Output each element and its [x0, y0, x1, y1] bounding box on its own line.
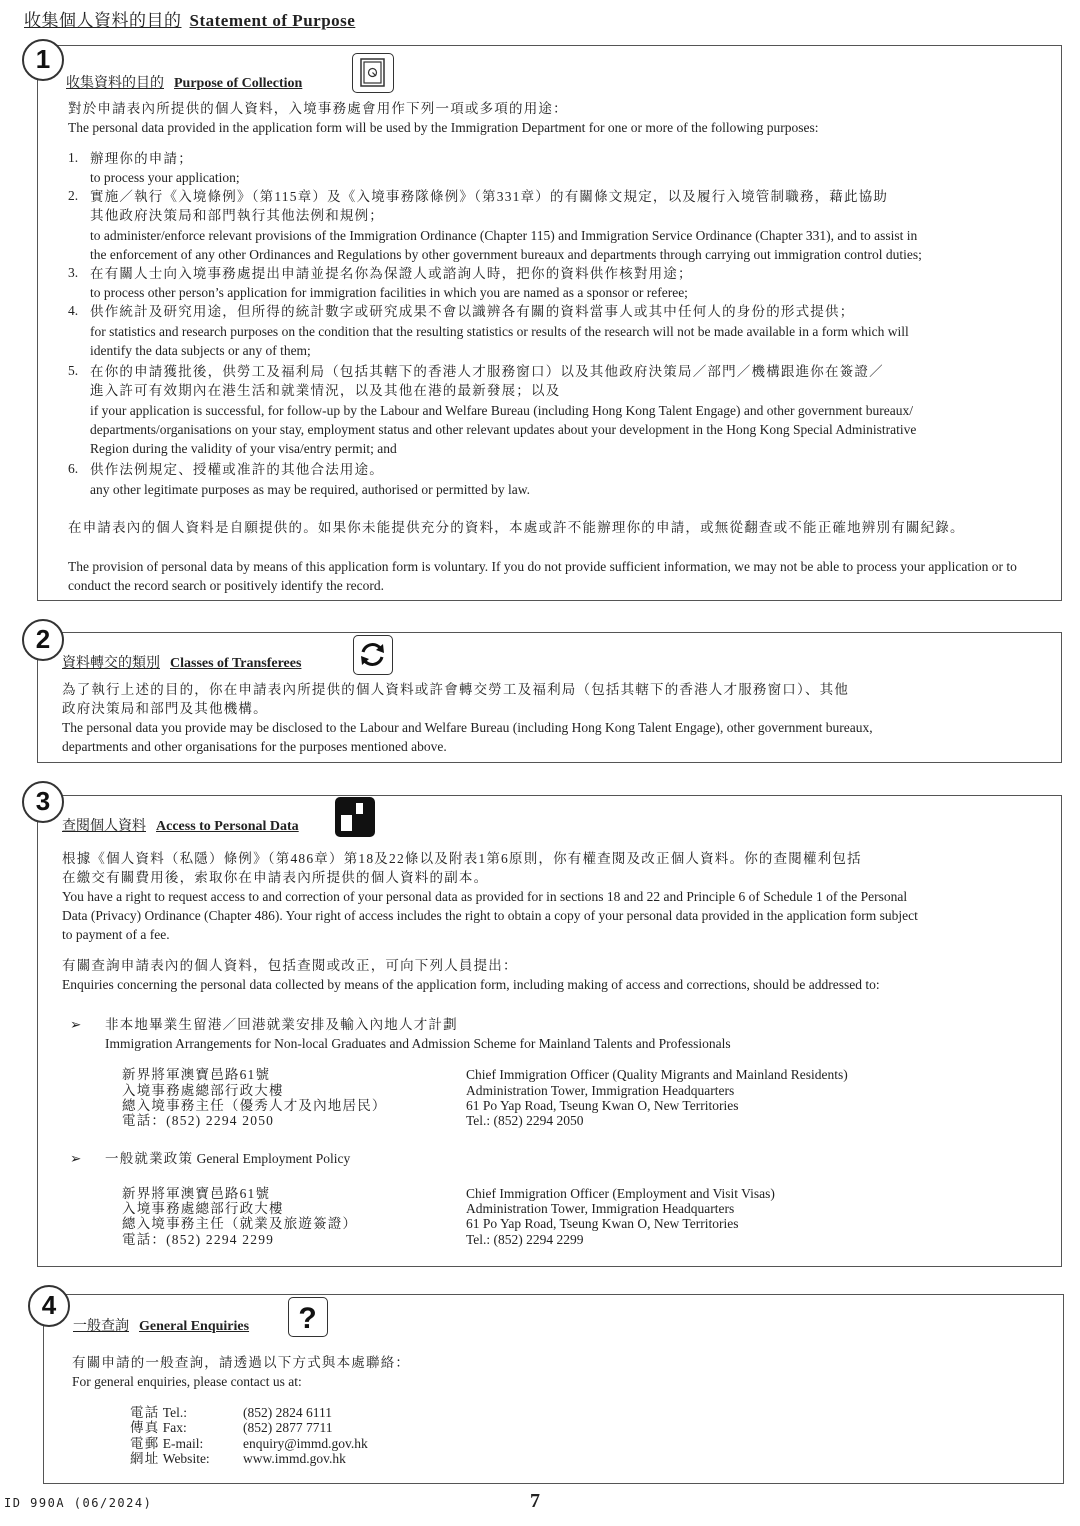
- contact-fax-zh: 傳真: [130, 1420, 160, 1435]
- page-number: 7: [530, 1490, 540, 1512]
- scheme-1-en: Immigration Arrangements for Non-local Graduates and Admission Scheme for Mainland Talents and Professionals: [105, 1036, 731, 1051]
- form-id: ID 990A (06/2024): [4, 1496, 153, 1510]
- purpose-item-1-en: to process your application;: [90, 170, 240, 185]
- page-title-zh: 收集個人資料的目的: [24, 11, 182, 30]
- contact-tel-zh: 電話: [130, 1405, 160, 1420]
- transferees-zh-line1: 為了執行上述的目的，你在申請表內所提供的個人資料或許會轉交勞工及福利局（包括其轄下的香港人才服務窗口）、其他: [62, 682, 850, 697]
- scheme-2-en: General Employment Policy: [196, 1151, 351, 1166]
- bullet-arrow-icon: ➢: [70, 1017, 82, 1032]
- transferees-zh-line2: 政府決策局和部門及其他機構。: [62, 701, 268, 716]
- section-3-number: 3: [22, 781, 64, 823]
- scheme-2-title: [105, 1150, 350, 1169]
- section-2-heading: [62, 652, 301, 672]
- access-p2-en: Enquiries concerning the personal data collected by means of the application form, including making of access and corrections, should be addressed to:: [62, 977, 880, 992]
- access-p2-zh: 有關查詢申請表內的個人資料，包括查閱或改正，可向下列人員提出：: [62, 958, 518, 973]
- scheme-1-addr-en-4: Tel.: (852) 2294 2050: [466, 1113, 584, 1128]
- purpose-item-5-en-line1: if your application is successful, for follow-up by the Labour and Welfare Bureau (including Hong Kong Talent Engage) and other government bureaux/: [90, 403, 913, 418]
- purpose-item-4-en-line1: for statistics and research purposes on the condition that the resulting statistics or results of the research will not be made available in a form which will: [90, 324, 909, 339]
- contact-email-label: [130, 1436, 203, 1452]
- svg-text:?: ?: [298, 1302, 317, 1335]
- contact-email-value[interactable]: enquiry@immd.gov.hk: [243, 1436, 368, 1451]
- section-4-heading-zh: 一般查詢: [73, 1319, 129, 1334]
- purpose-item-2-en-line2: the enforcement of any other Ordinances and Regulations by other government bureaux and departments through carrying out immigration control duties;: [90, 247, 922, 262]
- purpose-item-2-en-line1: to administer/enforce relevant provisions of the Immigration Ordinance (Chapter 115) and Immigration Service Ordinance (Chapter 331), and to assist in: [90, 228, 918, 243]
- purpose-item-1-zh: 辦理你的申請；: [90, 151, 193, 166]
- section-1-heading-zh: 收集資料的目的: [66, 76, 164, 91]
- contact-website-value[interactable]: www.immd.gov.hk: [243, 1451, 346, 1466]
- access-p1-zh-line1: 根據《個人資料（私隱）條例》（第486章）第18及22條以及附表1第6原則，你有權查閱及改正個人資料。你的查閱權利包括: [62, 851, 862, 866]
- section-4-heading: [73, 1315, 249, 1335]
- contact-tel-value: (852) 2824 6111: [243, 1405, 332, 1420]
- purpose-item-2-zh-line2: 其他政府決策局和部門執行其他法例和規例；: [90, 208, 384, 223]
- scheme-1-addr-zh-2: 入境事務處總部行政大樓: [122, 1083, 284, 1098]
- enquiries-intro-en: For general enquiries, please contact us at:: [72, 1374, 302, 1389]
- question-mark-icon: [288, 1297, 328, 1337]
- access-p1-zh-line2: 在繳交有關費用後，索取你在申請表內所提供的個人資料的副本。: [62, 870, 489, 885]
- purpose-item-5-zh-line2: 進入許可有效期內在港生活和就業情況，以及其他在港的最新發展；以及: [90, 383, 561, 398]
- scheme-1-addr-zh-3: 總入境事務主任（優秀人才及內地居民）: [122, 1098, 387, 1113]
- section-4-heading-en: General Enquiries: [139, 1319, 250, 1334]
- transferees-en-line1: The personal data you provide may be disclosed to the Labour and Welfare Bureau (including Hong Kong Talent Engage), other government bureaux,: [62, 720, 873, 735]
- page-title: [24, 6, 355, 31]
- purpose-item-3-en: to process other person’s application for immigration facilities in which you are named as a sponsor or referee;: [90, 285, 688, 300]
- scheme-2-addr-zh-1: 新界將軍澳寶邑路61號: [122, 1186, 271, 1201]
- section-2-heading-en: Classes of Transferees: [170, 656, 302, 671]
- scheme-2-addr-zh-2: 入境事務處總部行政大樓: [122, 1201, 284, 1216]
- data-access-icon: [335, 797, 375, 837]
- purpose-item-6-number: 6.: [68, 461, 79, 476]
- contact-website-en: Website:: [162, 1451, 210, 1466]
- purpose-item-1-number: 1.: [68, 150, 79, 165]
- section-3-heading-zh: 查閱個人資料: [62, 819, 146, 834]
- section-4-number: 4: [28, 1285, 70, 1327]
- section-1-heading-en: Purpose of Collection: [174, 76, 303, 91]
- scheme-2-addr-en-1: Chief Immigration Officer (Employment and Visit Visas): [466, 1186, 775, 1201]
- scheme-1-addr-en-3: 61 Po Yap Road, Tseung Kwan O, New Territories: [466, 1098, 739, 1113]
- section-2-number: 2: [22, 619, 64, 661]
- contact-website-zh: 網址: [130, 1451, 160, 1466]
- section-1-number: 1: [22, 39, 64, 81]
- contact-tel-label: [130, 1405, 187, 1421]
- purpose-intro-en: The personal data provided in the application form will be used by the Immigration Department for one or more of the following purposes:: [68, 120, 819, 135]
- folder-lock-icon: [352, 53, 394, 93]
- transferees-en-line2: departments and other organisations for the purposes mentioned above.: [62, 739, 447, 754]
- purpose-intro-zh: 對於申請表內所提供的個人資料，入境事務處會用作下列一項或多項的用途：: [68, 101, 568, 116]
- contact-email-en: E-mail:: [162, 1436, 204, 1451]
- scheme-1-addr-zh-1: 新界將軍澳寶邑路61號: [122, 1067, 271, 1082]
- contact-fax-value: (852) 2877 7711: [243, 1420, 333, 1435]
- contact-tel-en: Tel.:: [162, 1405, 187, 1420]
- contact-website-label: [130, 1451, 210, 1467]
- enquiries-intro-zh: 有關申請的一般查詢，請透過以下方式與本處聯絡：: [72, 1355, 411, 1370]
- section-3-heading: [62, 815, 299, 835]
- scheme-2-addr-zh-3: 總入境事務主任（就業及旅遊簽證）: [122, 1216, 358, 1231]
- bullet-arrow-icon: ➢: [70, 1151, 82, 1166]
- purpose-item-5-en-line3: Region during the validity of your visa/entry permit; and: [90, 441, 397, 456]
- scheme-2-addr-zh-4: 電話：(852) 2294 2299: [122, 1232, 275, 1247]
- scheme-1-addr-en-1: Chief Immigration Officer (Quality Migrants and Mainland Residents): [466, 1067, 848, 1082]
- scheme-2-addr-en-3: 61 Po Yap Road, Tseung Kwan O, New Territories: [466, 1216, 739, 1231]
- contact-email-zh: 電郵: [130, 1436, 160, 1451]
- purpose-item-4-en-line2: identify the data subjects or any of them;: [90, 343, 311, 358]
- access-p1-en-line2: Data (Privacy) Ordinance (Chapter 486). Your right of access includes the right to obtain a copy of your personal data provided in the application form subject: [62, 908, 918, 923]
- contact-fax-label: [130, 1420, 187, 1436]
- access-p1-en-line1: You have a right to request access to and correction of your personal data as provided for in sections 18 and 22 and Principle 6 of Schedule 1 of the Personal: [62, 889, 908, 904]
- purpose-item-5-en-line2: departments/organisations on your stay, employment status and other relevant updates about your development in the Hong Kong Special Administrative: [90, 422, 917, 437]
- section-3-heading-en: Access to Personal Data: [156, 819, 299, 834]
- purpose-item-2-zh-line1: 實施／執行《入境條例》（第115章）及《入境事務隊條例》（第331章）的有關條文規定，以及履行入境管制職務，藉此協助: [90, 189, 889, 204]
- access-p1-en-line3: to payment of a fee.: [62, 927, 170, 942]
- purpose-item-3-number: 3.: [68, 265, 79, 280]
- purpose-item-4-zh: 供作統計及研究用途，但所得的統計數字或研究成果不會以識辨各有關的資料當事人或其中任何人的身份的形式提供；: [90, 304, 855, 319]
- transfer-arrows-icon: [353, 635, 393, 675]
- page-title-en: Statement of Purpose: [189, 11, 356, 30]
- voluntary-note-en: The provision of personal data by means of this application form is voluntary. If you do not provide sufficient information, we may not be able to process your application or to conduct the record search or positively identify the record.: [68, 559, 1017, 593]
- scheme-2-addr-en-2: Administration Tower, Immigration Headquarters: [466, 1201, 735, 1216]
- scheme-2-addr-en-4: Tel.: (852) 2294 2299: [466, 1232, 584, 1247]
- voluntary-note-zh: 在申請表內的個人資料是自願提供的。如果你未能提供充分的資料，本處或許不能辦理你的申請，或無從翻查或不能正確地辨別有關紀錄。: [68, 520, 965, 535]
- purpose-item-4-number: 4.: [68, 303, 79, 318]
- contact-fax-en: Fax:: [162, 1420, 187, 1435]
- purpose-item-6-en: any other legitimate purposes as may be required, authorised or permitted by law.: [90, 482, 530, 497]
- scheme-1-addr-en-2: Administration Tower, Immigration Headquarters: [466, 1083, 735, 1098]
- scheme-2-zh: 一般就業政策: [105, 1151, 194, 1166]
- section-2-heading-zh: 資料轉交的類別: [62, 656, 160, 671]
- purpose-item-3-zh: 在有關人士向入境事務處提出申請並提名你為保證人或諮詢人時，把你的資料供作核對用途；: [90, 266, 693, 281]
- scheme-1-addr-zh-4: 電話：(852) 2294 2050: [122, 1113, 275, 1128]
- purpose-item-2-number: 2.: [68, 188, 79, 203]
- purpose-item-5-zh-line1: 在你的申請獲批後，供勞工及福利局（包括其轄下的香港人才服務窗口）以及其他政府決策局／部門／機構跟進你在簽證／: [90, 364, 884, 379]
- purpose-item-5-number: 5.: [68, 363, 79, 378]
- purpose-item-6-zh: 供作法例規定、授權或准許的其他合法用途。: [90, 462, 384, 477]
- scheme-1-zh: 非本地畢業生留港／回港就業安排及輸入內地人才計劃: [105, 1017, 458, 1032]
- section-1-heading: [66, 72, 302, 92]
